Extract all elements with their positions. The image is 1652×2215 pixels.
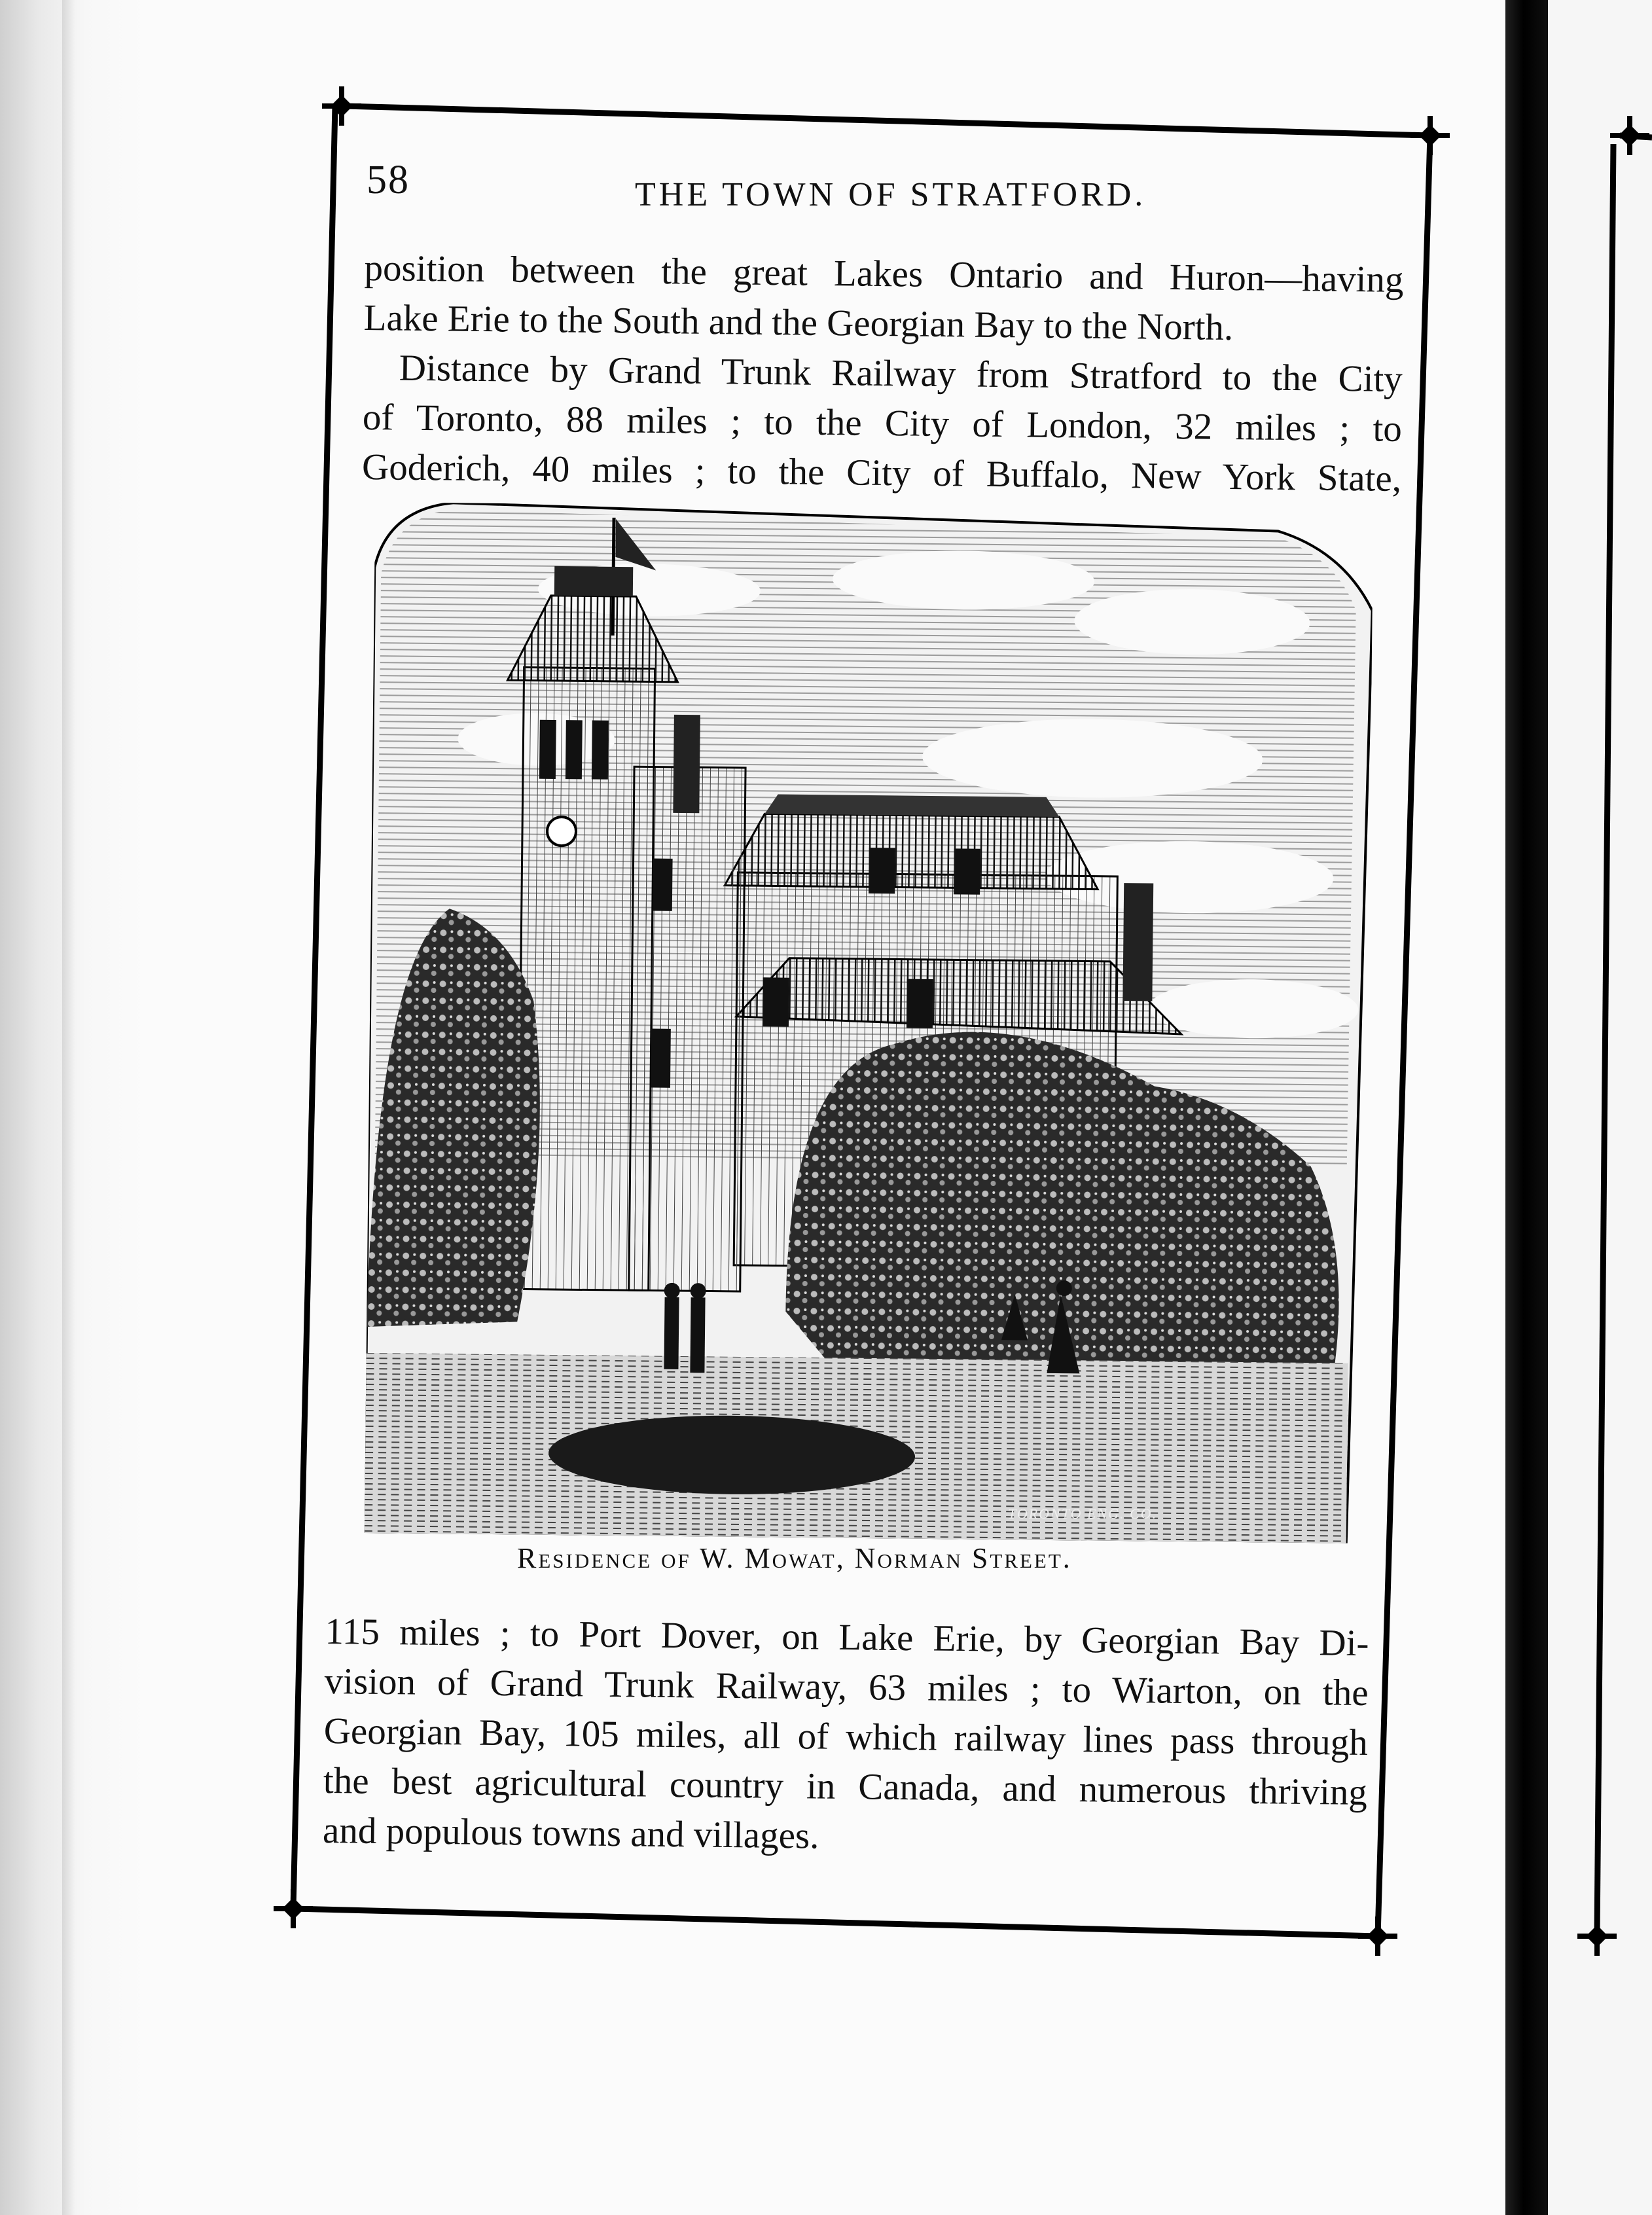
corner-cross-icon	[1410, 116, 1450, 155]
corner-cross-icon	[322, 86, 361, 126]
page-number: 58	[367, 158, 410, 202]
text-line: and populous towns and villages.	[322, 1809, 819, 1857]
paragraph-bottom	[323, 1607, 1369, 1867]
illustration-caption: Residence of W. Mowat, Norman Street.	[517, 1542, 1072, 1574]
text-line: Georgian Bay, 105 miles, all of which railway lines pass through	[323, 1710, 1369, 1764]
running-head: THE TOWN OF STRATFORD.	[635, 176, 1147, 213]
text-line: Lake Erie to the South and the Georgian Bay to the North.	[363, 297, 1234, 349]
paragraph-top	[362, 243, 1404, 504]
text-line: 115 miles ; to Port Dover, on Lake Erie, by Georgian Bay Di-	[325, 1610, 1369, 1665]
text-line: Distance by Grand Trunk Railway from Stratford to the City	[399, 347, 1403, 401]
text-line: of Toronto, 88 miles ; to the City of London, 32 miles ; to	[362, 396, 1403, 450]
border-top-rule	[344, 106, 1430, 135]
text-line: position between the great Lakes Ontario and Huron—having	[364, 247, 1404, 301]
corner-cross-icon	[274, 1889, 313, 1928]
engraver-signature: TORONTO ENG. CO.	[1008, 1505, 1158, 1522]
text-line: vision of Grand Trunk Railway, 63 miles ; to Wiarton, on the	[324, 1660, 1369, 1714]
residence-engraving	[365, 502, 1373, 1543]
text-line: Goderich, 40 miles ; to the City of Buffalo, New York State,	[361, 446, 1402, 499]
corner-cross-icon	[1577, 1917, 1617, 1956]
corner-cross-icon	[1358, 1917, 1397, 1956]
text-line: the best agricultural country in Canada, and numerous thriving	[323, 1759, 1368, 1814]
border-bottom-rule	[293, 1909, 1378, 1936]
